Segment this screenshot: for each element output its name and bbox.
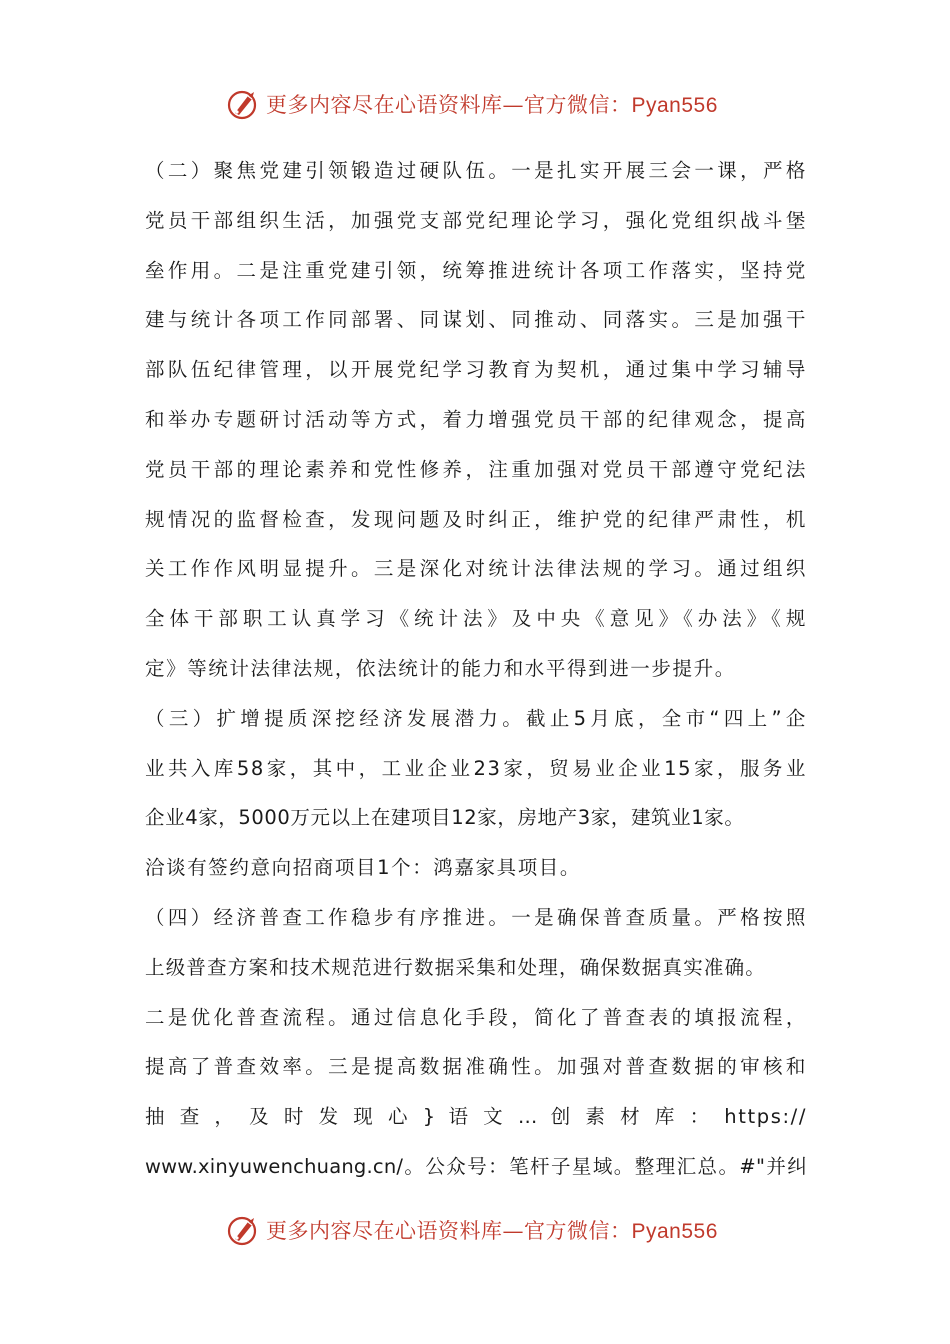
body-line: （三）扩增提质深挖经济发展潜力。截止5月底，全市“四上”企 xyxy=(145,706,807,730)
document-body xyxy=(145,146,807,1192)
body-line: 抽 查 ， 及 时 发 现 心 } 语 文 … 创 素 材 库 ： https:// xyxy=(145,1105,807,1129)
header-banner xyxy=(226,82,726,126)
banner-text: 更多内容尽在心语资料库—官方微信：Pyan556 xyxy=(266,93,718,117)
body-line: 垒作用。二是注重党建引领，统筹推进统计各项工作落实，坚持党 xyxy=(145,258,807,282)
pen-nib-logo-icon xyxy=(226,86,262,122)
body-line: 企业4家，5000万元以上在建项目12家，房地产3家，建筑业1家。 xyxy=(145,806,745,830)
body-line: 洽谈有签约意向招商项目1个：鸿嘉家具项目。 xyxy=(145,856,582,880)
body-line: 二是优化普查流程。通过信息化手段，简化了普查表的填报流程， xyxy=(145,1005,807,1029)
pen-nib-logo-icon xyxy=(226,1212,262,1248)
body-line: 党员干部组织生活，加强党支部党纪理论学习，强化党组织战斗堡 xyxy=(145,208,807,232)
body-line: 定》等统计法律法规，依法统计的能力和水平得到进一步提升。 xyxy=(145,656,736,680)
body-line: 上级普查方案和技术规范进行数据采集和处理，确保数据真实准确。 xyxy=(145,955,767,979)
body-line: www.xinyuwenchuang.cn/。公众号：笔杆子星域。整理汇总。#"并纠 xyxy=(145,1154,807,1178)
body-line: 建与统计各项工作同部署、同谋划、同推动、同落实。三是加强干 xyxy=(145,308,807,332)
body-line: 关工作作风明显提升。三是深化对统计法律法规的学习。通过组织 xyxy=(145,557,807,581)
footer-banner xyxy=(226,1208,726,1252)
body-line: 规情况的监督检查，发现问题及时纠正，维护党的纪律严肃性，机 xyxy=(145,507,807,531)
body-line: 党员干部的理论素养和党性修养，注重加强对党员干部遵守党纪法 xyxy=(145,457,807,481)
body-line: 全体干部职工认真学习《统计法》及中央《意见》《办法》《规 xyxy=(145,607,807,631)
banner-text: 更多内容尽在心语资料库—官方微信：Pyan556 xyxy=(266,1219,718,1243)
body-line: （二）聚焦党建引领锻造过硬队伍。一是扎实开展三会一课，严格 xyxy=(145,159,807,182)
body-line: 提高了普查效率。三是提高数据准确性。加强对普查数据的审核和 xyxy=(145,1055,807,1079)
body-line: （四）经济普查工作稳步有序推进。一是确保普查质量。严格按照 xyxy=(145,905,807,929)
body-line: 和举办专题研讨活动等方式，着力增强党员干部的纪律观念，提高 xyxy=(145,407,807,431)
body-line: 部队伍纪律管理，以开展党纪学习教育为契机，通过集中学习辅导 xyxy=(145,358,807,382)
body-line: 业共入库58家，其中，工业企业23家，贸易业企业15家，服务业 xyxy=(145,756,807,780)
